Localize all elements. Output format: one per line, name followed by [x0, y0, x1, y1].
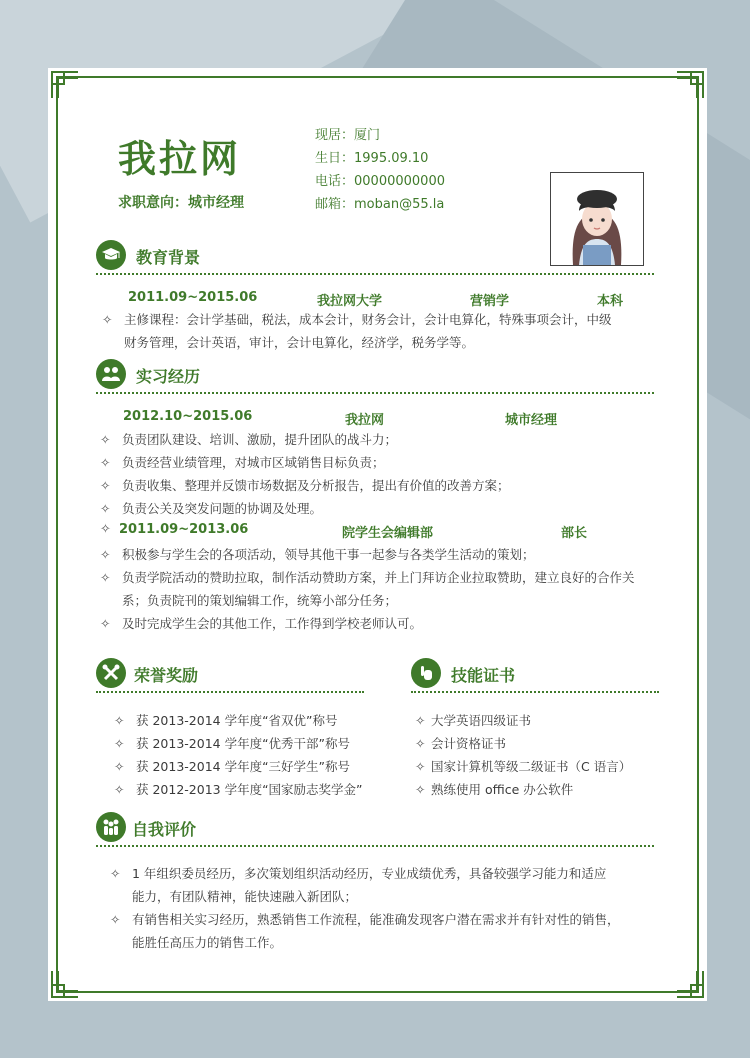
list-item: ✧ 熟练使用 office 办公软件 — [415, 778, 675, 801]
bullet-star-icon: ✧ — [100, 616, 111, 631]
bullet-star-icon: ✧ — [415, 713, 426, 728]
bullet-star-icon: ✧ — [100, 455, 111, 470]
bullet-star-icon: ✧ — [114, 713, 125, 728]
internship-entry-2 — [100, 522, 660, 540]
section-title: 实习经历 — [136, 367, 201, 386]
profile-photo — [550, 172, 644, 266]
corner-ornament-icon — [50, 969, 80, 999]
internship-org: 院学生会编辑部 — [342, 526, 434, 541]
internship-org: 我拉网 — [345, 413, 385, 428]
internship-1-duties — [100, 428, 665, 520]
list-item: ✧ 负责公关及突发问题的协调及处理。 — [100, 497, 665, 520]
dotted-divider — [411, 691, 659, 693]
internship-role: 城市经理 — [505, 413, 558, 428]
internship-date: 2011.09~2013.06 — [119, 522, 249, 537]
bullet-star-icon: ✧ — [100, 478, 111, 493]
info-phone: 电话：00000000000 — [315, 174, 445, 189]
bullet-star-icon: ✧ — [415, 736, 426, 751]
avatar-illustration-icon — [551, 173, 643, 265]
tools-icon — [96, 658, 126, 688]
dotted-divider — [96, 845, 654, 847]
bullet-star-icon: ✧ — [102, 312, 113, 327]
hand-pointer-icon — [411, 658, 441, 688]
internship-date: 2012.10~2015.06 — [123, 409, 253, 424]
personal-info — [315, 124, 445, 216]
list-item: ✧ 获 2013-2014 学年度“三好学生”称号 — [114, 755, 394, 778]
list-item: 财务管理，会计英语，审计，会计电算化，经济学，税务学等。 — [124, 335, 475, 350]
awards-list — [114, 709, 394, 801]
list-item: ✧ 获 2013-2014 学年度“优秀干部”称号 — [114, 732, 394, 755]
dotted-divider — [96, 691, 364, 693]
education-major: 营销学 — [470, 294, 510, 309]
section-title: 荣誉奖励 — [134, 666, 199, 685]
education-courses — [102, 308, 662, 354]
education-date: 2011.09~2015.06 — [128, 290, 258, 305]
list-item: ✧ 积极参与学生会的各项活动，领导其他干事一起参与各类学生活动的策划； — [100, 543, 665, 566]
section-title: 技能证书 — [451, 666, 516, 685]
team-icon — [96, 359, 126, 389]
list-item: ✧ 及时完成学生会的其他工作，工作得到学校老师认可。 — [100, 612, 665, 635]
list-item: ✧ 大学英语四级证书 — [415, 709, 675, 732]
internship-entry-1 — [123, 409, 643, 427]
list-item: ✧ 主修课程：会计学基础，税法，成本会计，财务会计，会计电算化，特殊事项会计，中级 — [102, 308, 662, 331]
list-item: ✧ 获 2013-2014 学年度“省双优”称号 — [114, 709, 394, 732]
skills-list — [415, 709, 675, 801]
internship-role: 部长 — [561, 526, 588, 541]
corner-ornament-icon — [675, 70, 705, 100]
dotted-divider — [96, 392, 654, 394]
corner-ornament-icon — [675, 969, 705, 999]
bullet-star-icon: ✧ — [415, 782, 426, 797]
resume-page — [48, 68, 707, 1001]
bullet-star-icon: ✧ — [100, 570, 111, 585]
section-title: 教育背景 — [136, 248, 201, 267]
bullet-star-icon: ✧ — [100, 547, 111, 562]
list-item: ✧ 有销售相关实习经历，熟悉销售工作流程，能准确发现客户潜在需求并有针对性的销售， — [110, 908, 670, 931]
corner-ornament-icon — [50, 70, 80, 100]
list-item: ✧ 获 2012-2013 学年度“国家励志奖学金” — [114, 778, 394, 801]
list-item: ✧ 负责学院活动的赞助拉取，制作活动赞助方案，并上门拜访企业拉取赞助，建立良好的合作关 — [100, 566, 665, 589]
list-item: ✧ 负责团队建设、培训、激励，提升团队的战斗力； — [100, 428, 665, 451]
list-item: 能胜任高压力的销售工作。 — [132, 935, 283, 950]
people-icon — [96, 812, 126, 842]
bullet-star-icon: ✧ — [110, 866, 121, 881]
job-intent: 求职意向：城市经理 — [118, 195, 244, 211]
info-residence: 现居：厦门 — [315, 128, 381, 143]
list-item: 能力，有团队精神，能快速融入新团队； — [132, 889, 358, 904]
bullet-star-icon: ✧ — [100, 522, 111, 537]
bullet-star-icon: ✧ — [100, 501, 111, 516]
section-title: 自我评价 — [132, 820, 197, 839]
bullet-star-icon: ✧ — [100, 432, 111, 447]
info-email: 邮箱：moban@55.la — [315, 197, 445, 212]
education-school: 我拉网大学 — [317, 294, 383, 309]
list-item: ✧ 1 年组织委员经历，多次策划组织活动经历，专业成绩优秀，具备较强学习能力和适应 — [110, 862, 670, 885]
internship-2-duties — [100, 543, 665, 635]
list-item: ✧ 负责经营业绩管理，对城市区域销售目标负责； — [100, 451, 665, 474]
bullet-star-icon: ✧ — [110, 912, 121, 927]
dotted-divider — [96, 273, 654, 275]
bullet-star-icon: ✧ — [114, 759, 125, 774]
list-item: ✧ 负责收集、整理并反馈市场数据及分析报告，提出有价值的改善方案； — [100, 474, 665, 497]
bullet-star-icon: ✧ — [415, 759, 426, 774]
info-birthday: 生日：1995.09.10 — [315, 151, 429, 166]
graduation-cap-icon — [96, 240, 126, 270]
self-evaluation-list — [110, 862, 670, 954]
list-item: ✧ 会计资格证书 — [415, 732, 675, 755]
education-entry — [128, 290, 648, 308]
bullet-star-icon: ✧ — [114, 782, 125, 797]
education-degree: 本科 — [597, 294, 624, 309]
list-item: ✧ 国家计算机等级二级证书（C 语言） — [415, 755, 675, 778]
bullet-star-icon: ✧ — [114, 736, 125, 751]
applicant-name: 我拉网 — [118, 137, 242, 181]
list-item: 系；负责院刊的策划编辑工作，统筹小部分任务； — [122, 593, 398, 608]
